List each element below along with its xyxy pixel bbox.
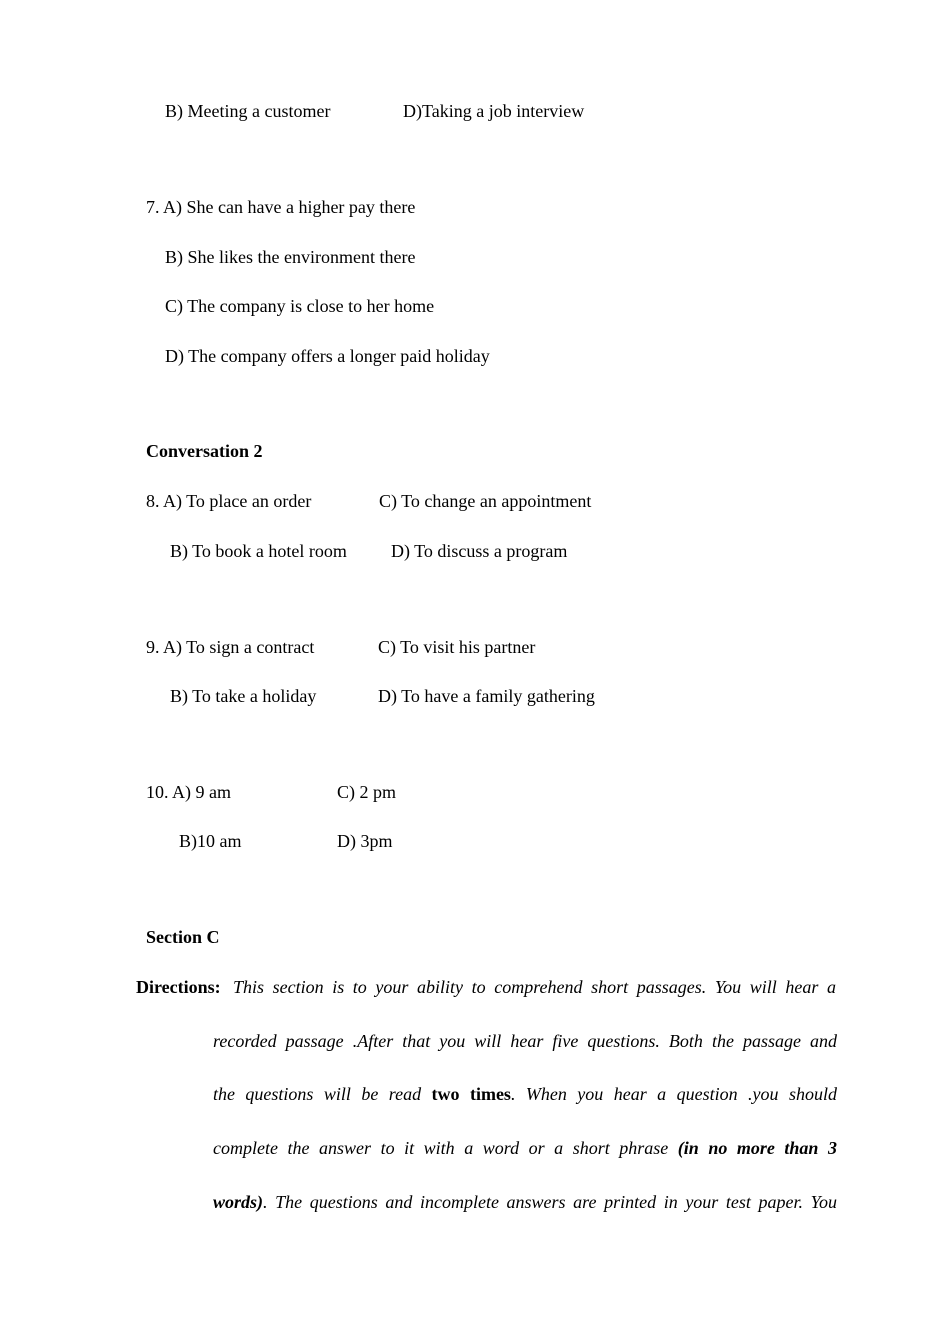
q10-option-b: B)10 am <box>179 831 242 851</box>
emphasis-words: words) <box>213 1192 264 1212</box>
conversation-2-heading: Conversation 2 <box>146 441 263 461</box>
q10-option-d: D) 3pm <box>337 831 393 851</box>
q9-option-b: B) To take a holiday <box>170 686 317 706</box>
q7-option-d: D) The company offers a longer paid holiday <box>165 346 490 366</box>
emphasis-two-times: two times <box>431 1084 511 1104</box>
directions-line-3-part-a: the questions will be read <box>213 1084 432 1104</box>
q9-option-c: C) To visit his partner <box>378 637 536 657</box>
directions-line-3 <box>213 1083 837 1105</box>
section-c-heading: Section C <box>146 927 220 947</box>
directions-label: Directions: <box>136 977 221 997</box>
q10-option-c: C) 2 pm <box>337 782 397 802</box>
directions-line-1: This section is to your ability to comprehend short passages. You will hear a <box>233 977 836 997</box>
q10-option-a: 10. A) 9 am <box>146 782 231 802</box>
q7-option-a: 7. A) She can have a higher pay there <box>146 197 416 217</box>
q8-option-d: D) To discuss a program <box>391 541 568 561</box>
q7-option-b: B) She likes the environment there <box>165 247 416 267</box>
directions-line-5-part-b: . The questions and incomplete answers are printed in your test paper. You <box>263 1192 837 1212</box>
directions-line-5 <box>213 1191 837 1213</box>
q9-option-a: 9. A) To sign a contract <box>146 637 315 657</box>
q6-option-b: B) Meeting a customer <box>165 101 331 121</box>
emphasis-word-limit: (in no more than 3 <box>677 1138 837 1158</box>
q7-option-c: C) The company is close to her home <box>165 296 435 316</box>
directions-line-3-part-b: . When you hear a question .you should <box>510 1084 837 1104</box>
directions-line-2: recorded passage .After that you will hear five questions. Both the passage and <box>213 1031 837 1051</box>
q8-option-c: C) To change an appointment <box>379 491 592 511</box>
directions-line-4 <box>213 1137 837 1159</box>
q6-option-d: D)Taking a job interview <box>403 101 585 121</box>
q8-option-b: B) To book a hotel room <box>170 541 347 561</box>
directions-line-4-part-a: complete the answer to it with a word or a short phrase <box>213 1138 678 1158</box>
q8-option-a: 8. A) To place an order <box>146 491 312 511</box>
q9-option-d: D) To have a family gathering <box>378 686 595 706</box>
